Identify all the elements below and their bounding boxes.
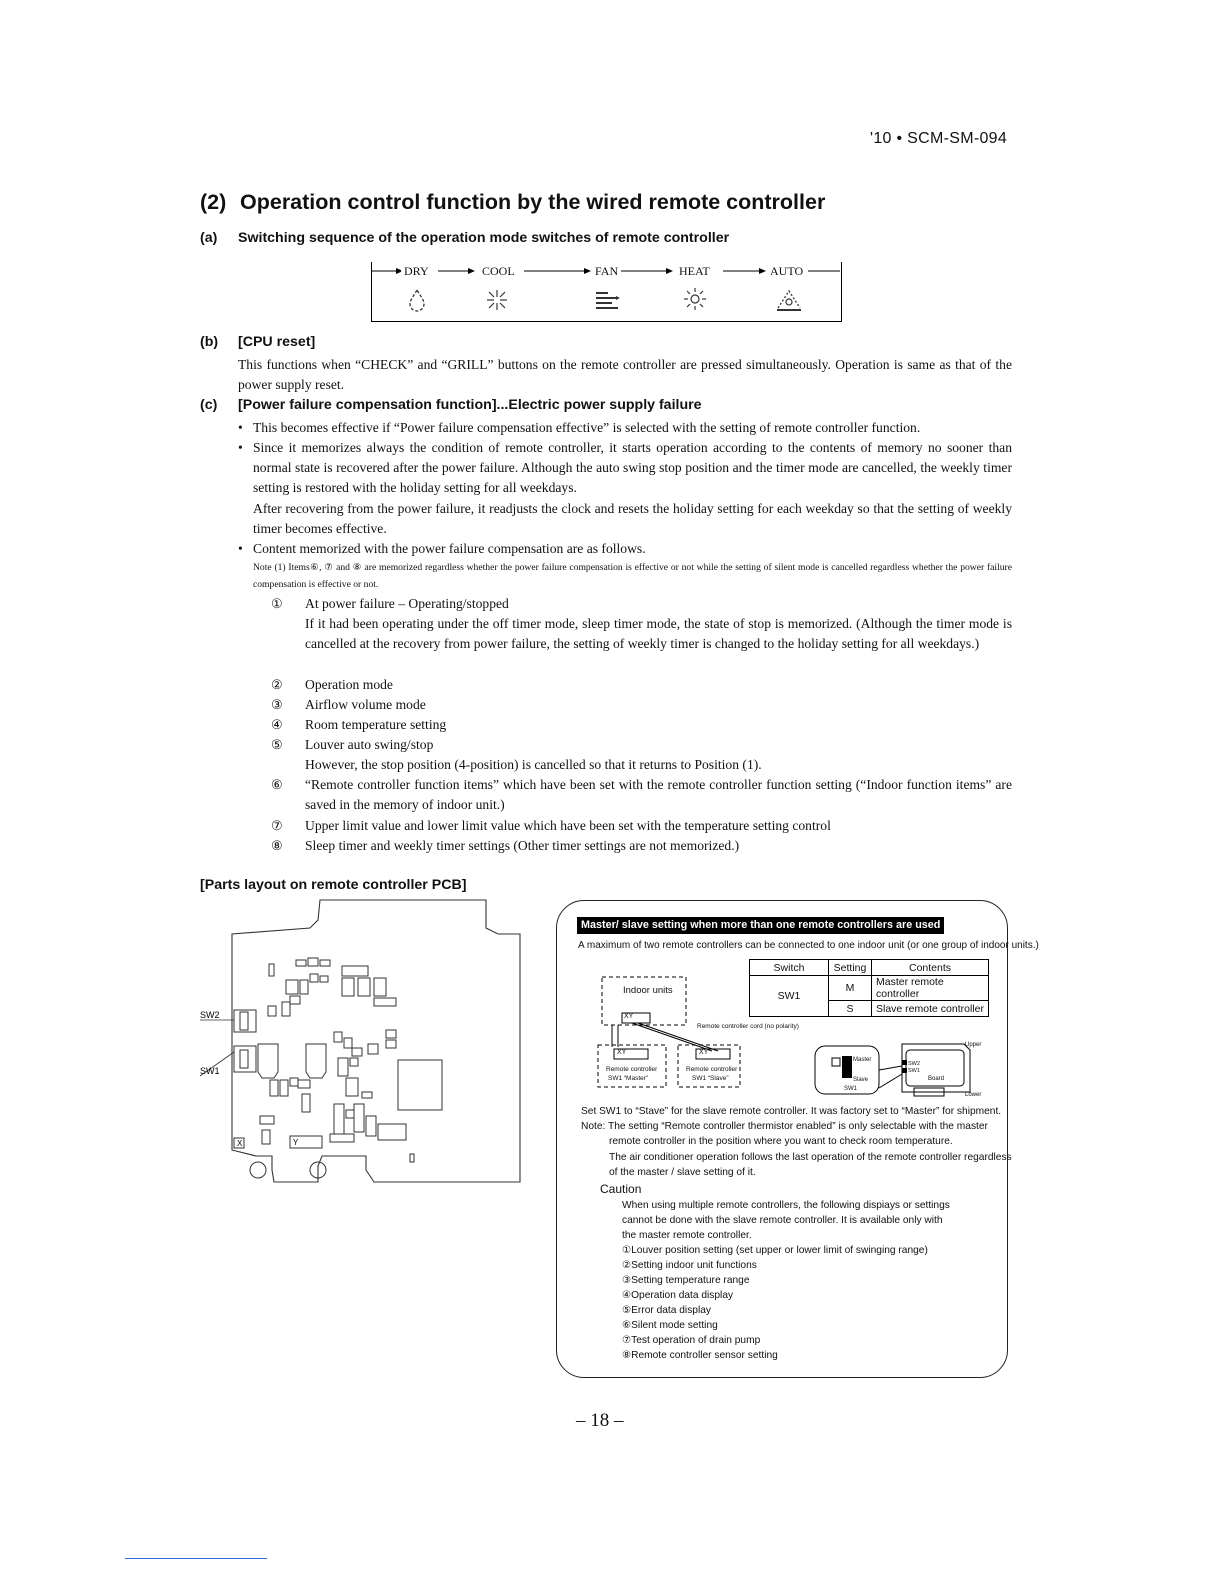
pcb-layout-heading: [Parts layout on remote controller PCB]	[200, 877, 467, 893]
caution-item: ①Louver position setting (set upper or lower limit of swinging range)	[622, 1245, 928, 1256]
caution-item: ③Setting temperature range	[622, 1275, 750, 1286]
xy-terminal-label: XY	[617, 1049, 627, 1056]
mode-heat-label: HEAT	[676, 264, 713, 279]
section-b-heading	[200, 334, 315, 350]
rc-master-label-2: SW1 “Master”	[608, 1075, 649, 1082]
xy-terminal-label: XY	[699, 1049, 709, 1056]
upper-label: Upper	[965, 1042, 982, 1048]
item-number: ②	[271, 677, 283, 692]
bullet-dot: •	[238, 420, 243, 435]
section-a-label: (a)	[200, 230, 218, 246]
sun-icon	[682, 286, 708, 312]
caution-heading: Caution	[600, 1182, 642, 1196]
item-1-title: At power failure – Operating/stopped	[305, 596, 509, 611]
board-sw2-label: SW2	[908, 1061, 920, 1067]
item-8-title: Sleep timer and weekly timer settings (Other timer settings are not memorized.)	[305, 838, 740, 853]
panel-intro: A maximum of two remote controllers can be connected to one indoor unit (or one group of indoor units.)	[578, 940, 1039, 951]
page-number: – 18 –	[576, 1410, 624, 1431]
item-number: ⑦	[271, 818, 283, 833]
section-b-label: (b)	[200, 334, 219, 350]
caution-line-2: cannot be done with the slave remote controller. It is available only with	[622, 1215, 943, 1226]
page-title	[200, 190, 825, 215]
item-2-title: Operation mode	[305, 677, 393, 692]
mode-cool-label: COOL	[479, 264, 518, 279]
sw1-label: SW1	[200, 1066, 220, 1076]
table-cell-switch: SW1	[750, 976, 829, 1017]
sw1-switch-label: SW1	[844, 1086, 858, 1092]
title-text: Operation control function by the wired remote controller	[240, 190, 826, 214]
item-1-detail: If it had been operating under the off timer mode, sleep timer mode, the state of stop is memorized. (Although the timer mode is cancelled at the recovery from power failure, the setting of weekly timer is changed to the holiday setting for all weekdays.)	[305, 616, 1012, 652]
slave-position-label: Slave	[853, 1077, 869, 1083]
section-a-heading	[200, 230, 729, 246]
auto-mode-icon	[774, 285, 804, 313]
footer-divider	[125, 1558, 267, 1559]
bullet-1-text: This becomes effective if “Power failure compensation effective” is selected with the setting of remote controller function.	[253, 420, 921, 435]
bullet-2-text: Since it memorizes always the condition of remote controller, it starts operation according to the contents of memory no sooner than normal state is recovered after the power failure. Although the auto swing stop position and the timer mode are cancelled, the weekly timer setting is restored with the holiday setting for all weekdays.	[253, 440, 1012, 496]
item-5-detail: However, the stop position (4-position) is cancelled so that it returns to Position (1).	[305, 757, 762, 772]
table-header-contents: Contents	[872, 960, 989, 976]
item-4-title: Room temperature setting	[305, 717, 447, 732]
document-code: '10 • SCM-SM-094	[870, 130, 1008, 147]
item-number: ⑤	[271, 737, 283, 752]
bullet-dot: •	[238, 440, 243, 455]
mode-dry-label: DRY	[401, 264, 432, 279]
droplet-icon	[405, 287, 429, 313]
caution-line-1: When using multiple remote controllers, the following dispiays or settings	[622, 1200, 950, 1211]
caution-item: ④Operation data display	[622, 1290, 734, 1301]
fan-icon	[594, 289, 622, 313]
table-cell-setting: M	[829, 976, 872, 1001]
panel-note-line-3: The air conditioner operation follows the last operation of the remote controller regardless	[609, 1152, 1012, 1163]
caution-line-3: the master remote controller.	[622, 1230, 752, 1241]
bullet-2-continuation: After recovering from the power failure, it readjusts the clock and resets the holiday setting for each weekday so that the setting of weekly timer becomes effective.	[253, 501, 1012, 537]
sw2-label: SW2	[200, 1010, 220, 1020]
section-c-title: [Power failure compensation function]...Electric power supply failure	[238, 397, 702, 413]
board-label: Board	[928, 1076, 945, 1082]
cpu-reset-description: This functions when “CHECK” and “GRILL” buttons on the remote controller are pressed simultaneously. Operation is same as that of the power supply reset.	[238, 357, 1012, 393]
panel-note-line-4: of the master / slave setting of it.	[609, 1167, 756, 1178]
switch-setting-table	[749, 959, 989, 1017]
table-header-switch: Switch	[750, 960, 829, 976]
bullet-dot: •	[238, 541, 243, 556]
item-7-title: Upper limit value and lower limit value which have been set with the temperature setting control	[305, 818, 831, 833]
board-sw1-label: SW1	[908, 1068, 920, 1074]
table-cell-setting: S	[829, 1001, 872, 1017]
title-number: (2)	[200, 190, 227, 214]
power-failure-note: Note (1) Items⑥, ⑦ and ⑧ are memorized regardless whether the power failure compensation is effective or not while the setting of silent mode is cancelled regardless whether the power failure compensation is effective or not.	[253, 562, 1012, 590]
rc-master-label-1: Remote controller	[606, 1066, 658, 1073]
table-cell-contents: Master remote controller	[872, 976, 989, 1001]
item-number: ⑥	[271, 777, 283, 792]
panel-note-line-2: remote controller in the position where you want to check room temperature.	[609, 1136, 953, 1147]
pcb-layout-diagram	[198, 898, 524, 1188]
caution-item: ②Setting indoor unit functions	[622, 1260, 757, 1271]
mode-fan-label: FAN	[592, 264, 621, 279]
item-3-title: Airflow volume mode	[305, 697, 426, 712]
snowflake-icon	[484, 287, 510, 313]
item-6-title: “Remote controller function items” which have been set with the remote controller function setting (“Indoor function items” are saved in the memory of indoor unit.)	[305, 777, 1012, 813]
caution-item: ⑧Remote controller sensor setting	[622, 1350, 778, 1361]
item-5-title: Louver auto swing/stop	[305, 737, 434, 752]
panel-heading: Master/ slave setting when more than one remote controllers are used	[577, 917, 944, 934]
bullet-3-text: Content memorized with the power failure compensation are as follows.	[253, 541, 646, 556]
lower-label: Lower	[965, 1092, 982, 1098]
table-header-setting: Setting	[829, 960, 872, 976]
set-sw1-instruction: Set SW1 to “Stave” for the slave remote controller. It was factory set to “Master” for shipment.	[581, 1106, 1002, 1117]
item-number: ④	[271, 717, 283, 732]
indoor-units-label: Indoor units	[623, 985, 673, 996]
section-c-label: (c)	[200, 397, 218, 413]
caution-item: ⑤Error data display	[622, 1305, 711, 1316]
section-a-title: Switching sequence of the operation mode switches of remote controller	[238, 230, 730, 246]
item-number: ⑧	[271, 838, 283, 853]
rc-slave-label-1: Remote controller	[686, 1066, 738, 1073]
cord-label: Remote controller cord (no polarity)	[697, 1023, 799, 1030]
sw1-detail-diagram	[812, 1040, 982, 1102]
panel-note-line-1: Note: The setting “Remote controller thermistor enabled” is only selectable with the master	[581, 1121, 988, 1132]
caution-item: ⑥Silent mode setting	[622, 1320, 718, 1331]
table-cell-contents: Slave remote controller	[872, 1001, 989, 1017]
item-number: ③	[271, 697, 283, 712]
xy-terminal-label: XY	[624, 1013, 634, 1020]
x-terminal-label: X	[237, 1139, 243, 1148]
section-c-heading	[200, 397, 702, 413]
item-number: ①	[271, 596, 283, 611]
rc-slave-label-2: SW1 “Slave”	[692, 1075, 729, 1082]
caution-item: ⑦Test operation of drain pump	[622, 1335, 761, 1346]
master-position-label: Master	[853, 1057, 872, 1063]
mode-auto-label: AUTO	[767, 264, 806, 279]
y-terminal-label: Y	[293, 1138, 299, 1147]
section-b-title: [CPU reset]	[238, 334, 316, 350]
